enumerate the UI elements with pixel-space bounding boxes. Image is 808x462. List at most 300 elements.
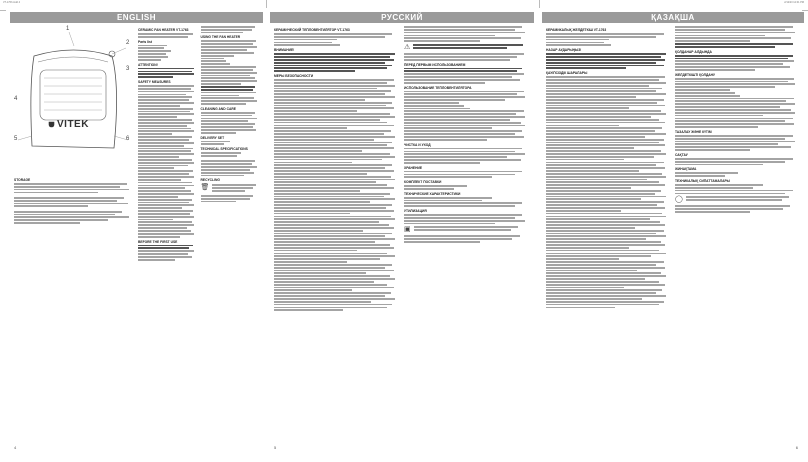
text-line [546,287,624,289]
text-line [274,176,391,178]
text-line [138,88,191,90]
text-line [201,80,257,82]
text-line [274,289,352,291]
text-line [675,95,740,97]
text-line [14,200,117,202]
text-line [546,187,631,189]
text-line [546,284,665,286]
text-line [14,216,129,218]
text-line [138,45,167,47]
text-line [274,82,387,84]
text-line [274,292,391,294]
text-line [274,261,347,263]
text-line [546,127,662,129]
text-line [201,198,250,200]
text-line [274,309,343,311]
text-line [201,55,235,57]
text-line [212,190,245,192]
text-line [201,103,247,105]
text-line [274,213,350,215]
text-line [274,196,384,198]
text-line [138,185,194,187]
text-line [138,216,194,218]
column-russian-2 [404,26,530,312]
text-line [546,301,664,303]
text-line [138,167,174,169]
text-line [546,56,661,58]
text-line [274,110,357,112]
text-line [546,76,665,78]
crop-mark [539,0,540,8]
section-title: DELIVERY SET [200,135,225,140]
text-line [138,202,189,204]
text-line [675,58,788,60]
text-line [138,111,190,113]
text-line [274,224,389,226]
text-line [274,116,395,118]
text-line [546,250,659,252]
text-line [274,204,392,206]
text-line [138,125,187,127]
text-line [274,287,394,289]
text-line [404,35,495,37]
text-line [675,161,785,163]
text-line [138,94,186,96]
text-line [546,162,664,164]
text-line [201,92,257,94]
text-line [546,153,666,155]
text-line [675,89,730,91]
text-line [404,56,517,58]
text-line [201,86,256,88]
text-line [274,130,391,132]
text-line [274,281,374,283]
text-line [675,81,788,83]
text-line [14,186,120,188]
text-line [546,238,646,240]
section-title: КОМПЛЕКТ ПОСТАВКИ [404,180,442,185]
text-line [274,207,386,209]
text-line [201,112,256,114]
text-line [274,258,380,260]
section-title: CERAMIC FAN HEATER VT-1763 [138,28,189,32]
text-line [14,189,129,191]
text-line [414,226,519,228]
text-line [138,207,182,209]
text-line [138,99,189,101]
text-line [138,130,194,132]
text-line [546,136,645,138]
text-line [138,85,194,87]
text-line [404,171,522,173]
text-line [404,29,515,31]
text-line [404,127,492,129]
text-line [686,196,789,198]
text-line [404,110,524,112]
text-line [138,250,194,252]
callout-4: 4 [14,96,18,102]
text-line [546,230,664,232]
text-line [274,250,357,252]
text-line [201,97,255,99]
text-line [546,258,619,260]
text-line [138,176,194,178]
text-line [138,162,194,164]
text-line [413,44,523,46]
text-line [546,216,666,218]
text-line [274,247,394,249]
text-line [546,221,660,223]
column-kazakh-2 [675,26,800,309]
text-line [138,190,191,192]
text-line [201,63,230,65]
text-line [274,125,394,127]
text-line [201,141,230,143]
text-line [404,79,520,81]
text-line [274,270,394,272]
text-line [274,295,385,297]
text-line [274,230,363,232]
text-line [546,179,647,181]
text-line [201,29,252,31]
page-header-english: ENGLISH [10,12,263,23]
text-line [546,144,665,146]
text-line [546,204,657,206]
section-title: НАЗАР АУДАРЫҢЫЗ! [546,48,582,53]
text-line [404,159,521,161]
text-line [404,197,492,199]
text-line [201,155,237,157]
column-diagram [14,26,134,262]
recycling-marks [201,184,260,193]
text-line [546,65,664,67]
text-line [546,59,665,61]
section-title: ЖИНАҚТАМА [675,167,697,172]
text-line [404,130,522,132]
text-line [546,67,626,69]
text-line [404,174,515,176]
text-line [546,110,661,112]
callout-3: 3 [126,66,130,72]
text-line [404,26,522,28]
page-header-russian: РУССКИЙ [270,12,534,23]
text-line [201,89,254,91]
text-line [546,44,611,46]
text-line [675,193,785,195]
text-line [14,211,122,213]
section-title: УТИЛИЗАЦИЯ [404,209,427,214]
text-line [201,160,256,162]
text-line [546,196,666,198]
text-line [546,130,655,132]
text-line [138,50,171,52]
text-line [546,278,645,280]
text-line [14,219,108,221]
column-kazakh-1 [546,26,671,309]
column-russian-1 [274,26,400,312]
text-line [404,105,464,107]
text-line [274,113,390,115]
text-line [546,62,656,64]
text-line [546,244,665,246]
text-line [675,149,750,151]
text-line [404,156,507,158]
page-number: 5 [274,445,277,450]
text-line [675,112,795,114]
text-line [274,298,395,300]
text-line [546,267,665,269]
text-line [675,118,793,120]
text-line [274,278,395,280]
no-cover-warning-icon: ⚠ [404,44,411,52]
text-line [404,125,525,127]
section-title: SAFETY MEASURES [138,79,171,84]
text-line [546,167,665,169]
text-line [274,96,395,98]
text-line [138,53,166,55]
text-line [546,298,642,300]
text-line [138,187,185,189]
section-title: BEFORE THE FIRST USE [138,239,178,244]
text-line [404,68,522,70]
callout-1: 1 [66,26,70,32]
text-line [138,253,188,255]
section-title: ҚОЛДАНАР АЛДЫНДА [675,49,712,54]
section-title: CLEANING AND CARE [200,106,236,111]
text-line [138,150,191,152]
page-english [10,12,263,452]
text-line [404,32,525,34]
text-line [274,244,390,246]
text-line [404,151,515,153]
text-line [546,150,661,152]
text-line [274,99,365,101]
section-title: Parts list [138,39,152,44]
text-line [274,181,376,183]
section-title: КЕРАМИЧЕСКИЙ ТЕПЛОВЕНТИЛЯТОР VT-1763 [274,28,350,32]
text-line [675,106,780,108]
text-line [413,47,506,49]
text-line [212,187,253,189]
text-line [138,59,161,61]
text-line [404,53,524,55]
text-line [274,167,385,169]
text-line [404,205,515,207]
text-line [274,193,390,195]
text-line [138,196,178,198]
text-line [546,176,666,178]
section-title: STORAGE [14,178,31,182]
page-header-kazakh: ҚАЗАҚША [542,12,804,23]
text-line [274,119,380,121]
text-line [138,105,180,107]
section-title: ҚАУІПСІЗДІК ШАРАЛАРЫ [546,71,588,76]
text-line [274,233,392,235]
text-line [14,222,80,224]
text-line [274,184,387,186]
text-line [546,99,664,101]
text-line [138,224,194,226]
text-line [274,227,394,229]
text-line [546,156,654,158]
text-line [274,221,379,223]
text-line [274,42,332,44]
text-line [675,190,793,192]
text-line [274,170,394,172]
text-line [274,264,392,266]
text-line [546,272,661,274]
text-line [546,247,629,249]
eac-mark-icon: ▣ [404,226,411,234]
text-line [201,72,257,74]
text-line [138,199,192,201]
text-line [546,275,666,277]
text-line [274,44,340,46]
text-line [138,156,179,158]
section-title: ЖЕЛДЕТКІШТІ ҚОЛДАНУ [675,72,716,77]
text-line [404,113,516,115]
text-line [274,36,385,38]
text-line [675,164,763,166]
text-line [138,170,193,172]
fan-heater-drawing [14,26,134,176]
text-line [201,58,224,60]
text-line [138,230,191,232]
text-line [546,102,657,104]
section-title: ХРАНЕНИЕ [404,165,423,170]
callout-2: 2 [126,40,130,46]
text-line [212,184,256,186]
text-line [546,107,629,109]
text-line [404,188,454,190]
text-line [138,102,194,104]
text-line [675,146,791,148]
slug-left: VT-1763.indd 4 [3,1,20,4]
text-line [14,183,127,185]
text-line [138,221,192,223]
text-line [546,173,662,175]
text-line [138,145,184,147]
text-line [546,39,609,41]
text-line [675,69,755,71]
text-line [138,259,175,261]
text-line [201,43,254,45]
text-line [201,172,255,174]
text-line [675,187,753,189]
text-line [274,33,392,35]
text-line [546,295,666,297]
text-line [274,139,374,141]
text-line [138,182,192,184]
text-line [546,119,659,121]
text-line [138,139,189,141]
text-line [274,150,362,152]
text-line [274,238,395,240]
text-line [546,79,659,81]
text-line [138,91,194,93]
text-line [274,284,387,286]
text-line [546,53,666,55]
vitek-logo [48,119,89,130]
text-line [404,202,522,204]
text-line [404,93,517,95]
crop-mark [802,10,808,11]
text-line [675,205,790,207]
text-line [404,76,512,78]
text-line [274,201,370,203]
text-line [404,133,515,135]
slug-right: 2/12/20 12:01 PM [784,1,804,4]
text-line [14,197,124,199]
text-line [138,136,192,138]
text-line [675,138,785,140]
callout-5: 5 [14,136,18,142]
text-line [546,96,636,98]
text-line [675,211,750,213]
text-line [138,219,173,221]
text-line [546,227,635,229]
text-line [201,115,252,117]
section-title: TECHNICAL SPECIFICATIONS [200,147,248,152]
text-line [404,235,520,237]
text-line [546,184,665,186]
text-line [138,128,191,130]
section-title: ВНИМАНИЕ! [274,48,295,53]
text-line [404,185,467,187]
text-line [546,105,665,107]
text-line [274,65,392,67]
text-line [138,245,193,247]
text-line [274,275,390,277]
text-line [14,192,98,194]
text-line [675,175,725,177]
text-line [546,85,649,87]
section-title: ТЕХНИКАЛЫҚ СИПАТТАМАЛАРЫ [675,179,730,183]
crop-mark [266,0,267,8]
text-line [138,119,192,121]
text-line [14,205,88,207]
text-line [675,83,795,85]
text-line [404,217,515,219]
text-line [274,62,385,64]
text-line [274,267,385,269]
text-line [138,179,181,181]
text-line [404,102,459,104]
text-line [138,173,189,175]
section-title: ТЕХНИЧЕСКИЕ ХАРАКТЕРИСТИКИ [404,191,461,196]
section-title: USING THE FAN HEATER [200,35,241,40]
text-line [201,143,224,145]
text-line [546,233,656,235]
section-title: КЕРАМИКАЛЫҚ ЖЕЛДЕТКІШ VT-1763 [546,28,607,32]
text-line [675,43,793,45]
text-line [138,227,187,229]
text-line [546,198,641,200]
text-line [546,213,662,215]
text-line [138,233,194,235]
text-line [546,181,659,183]
text-line [546,125,619,127]
crossed-out-bin-icon: 🗑 [200,184,210,192]
text-line [201,166,257,168]
text-line [404,108,470,110]
text-line [675,29,785,31]
text-line [201,69,253,71]
text-line [274,93,385,95]
text-line [201,126,254,128]
text-line [138,133,172,135]
text-line [138,68,194,70]
